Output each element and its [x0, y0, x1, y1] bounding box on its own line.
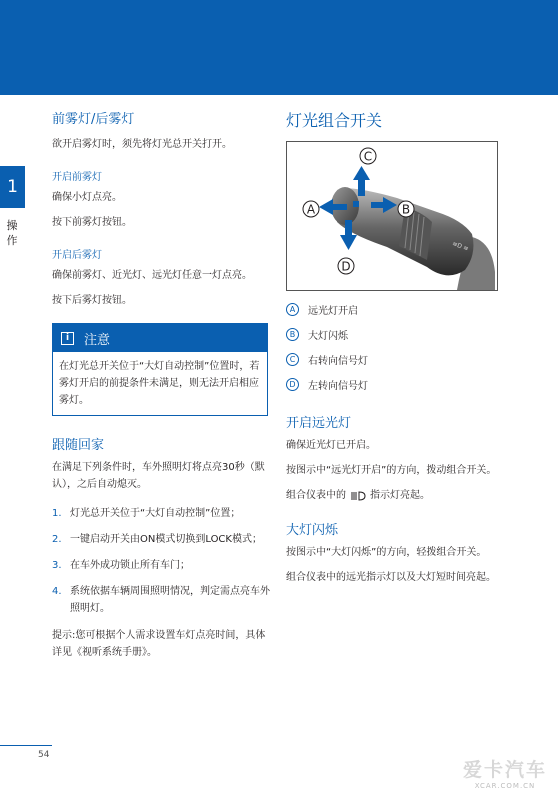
- follow-home-title: 跟随回家: [52, 438, 105, 453]
- watermark-main: 爱卡汽车: [462, 759, 547, 781]
- center-marker: [353, 201, 359, 207]
- legend-text: 右转向信号灯: [308, 356, 368, 367]
- right-column: [286, 108, 504, 131]
- label-c: C: [363, 149, 373, 164]
- flash-p1: 按图示中“大灯闪烁”的方向，轻拨组合开关。: [286, 547, 487, 558]
- legend-key: A: [286, 303, 299, 316]
- rear-fog-title: 开启后雾灯: [52, 250, 102, 261]
- legend-text: 远光灯开启: [308, 306, 358, 317]
- high-beam-title: 开启远光灯: [286, 416, 352, 431]
- chapter-tab[interactable]: 1: [0, 166, 25, 208]
- chapter-label: 操作: [6, 219, 18, 247]
- high-beam-p3: [286, 487, 506, 504]
- flash-p2: 组合仪表中的远光指示灯以及大灯短时间亮起。: [286, 572, 496, 583]
- list-item-number: 2.: [52, 534, 62, 545]
- list-item-text: 系统依据车辆周围照明情况，判定需点亮车外照明灯。: [70, 586, 270, 614]
- label-d: D: [341, 259, 351, 274]
- high-beam-p1: 确保近光灯已开启。: [286, 440, 376, 451]
- follow-home-list: [52, 505, 270, 617]
- legend-text: 大灯闪烁: [308, 331, 348, 342]
- arrow-right-icon: [371, 202, 385, 208]
- note-header: [53, 324, 267, 352]
- list-item: [52, 531, 270, 548]
- legend: [286, 297, 504, 397]
- info-icon: i: [61, 332, 74, 345]
- front-fog-p2: 按下前雾灯按钮。: [52, 217, 132, 228]
- high-beam-indicator-icon: [350, 491, 366, 501]
- arrow-up-head-icon: [353, 166, 370, 180]
- list-item-number: 4.: [52, 586, 62, 597]
- stalk-symbols: ≡D ≡: [451, 240, 470, 253]
- follow-home-tip: 提示:您可根据个人需求设置车灯点亮时间，具体详见《视听系统手册》。: [52, 630, 266, 658]
- label-a: A: [306, 202, 316, 217]
- arrow-down-icon: [345, 220, 352, 237]
- legend-item: [286, 322, 504, 347]
- arrow-left-head-icon: [319, 199, 333, 215]
- high-beam-p2: 按图示中“远光灯开启”的方向，拨动组合开关。: [286, 465, 497, 476]
- front-fog-p1: 确保小灯点亮。: [52, 192, 122, 203]
- note-body: 在灯光总开关位于“大灯自动控制”位置时，若雾灯开启的前提条件未满足，则无法开启相应雾灯。: [59, 361, 260, 406]
- arrow-left-icon: [331, 204, 347, 210]
- high-beam-p3-before: 组合仪表中的: [286, 490, 346, 501]
- legend-text: 左转向信号灯: [308, 381, 368, 392]
- legend-item: [286, 372, 504, 397]
- page-number: 54: [38, 750, 50, 760]
- footer-rule: [0, 745, 52, 746]
- combo-switch-illustration: [286, 141, 498, 291]
- list-item: [52, 557, 270, 574]
- high-beam-p3-after: 指示灯亮起。: [370, 490, 430, 501]
- arrow-up-icon: [358, 178, 365, 196]
- left-column: [52, 108, 270, 661]
- note-box: [52, 323, 268, 416]
- list-item-number: 1.: [52, 508, 62, 519]
- flash-title: 大灯闪烁: [286, 523, 339, 538]
- fog-intro: 欲开启雾灯时，须先将灯光总开关打开。: [52, 139, 232, 150]
- list-item-number: 3.: [52, 560, 62, 571]
- list-item: [52, 505, 270, 522]
- follow-home-intro: 在满足下列条件时，车外照明灯将点亮30秒（默认），之后自动熄灭。: [52, 462, 265, 490]
- label-b: B: [401, 202, 411, 217]
- watermark: [455, 755, 555, 790]
- watermark-sub: XCAR.COM.CN: [474, 782, 536, 790]
- note-title: 注意: [84, 332, 111, 348]
- high-beam-section: [286, 412, 506, 586]
- rear-fog-p2: 按下后雾灯按钮。: [52, 295, 132, 306]
- list-item-text: 一键启动开关由ON模式切换到LOCK模式；: [70, 534, 262, 545]
- legend-key: C: [286, 353, 299, 366]
- legend-key: D: [286, 378, 299, 391]
- legend-item: [286, 297, 504, 322]
- combo-switch-title: 灯光组合开关: [286, 111, 383, 130]
- list-item: [52, 583, 270, 617]
- rear-fog-p1: 确保前雾灯、近光灯、远光灯任意一灯点亮。: [52, 270, 252, 281]
- list-item-text: 在车外成功锁止所有车门；: [70, 560, 190, 571]
- arrow-down-head-icon: [340, 235, 357, 250]
- stalk-drawing: [287, 142, 497, 290]
- front-fog-title: 开启前雾灯: [52, 172, 102, 183]
- legend-key: B: [286, 328, 299, 341]
- header-band: [0, 0, 558, 95]
- list-item-text: 灯光总开关位于“大灯自动控制”位置；: [70, 508, 241, 519]
- fog-title: 前雾灯/后雾灯: [52, 112, 135, 127]
- legend-item: [286, 347, 504, 372]
